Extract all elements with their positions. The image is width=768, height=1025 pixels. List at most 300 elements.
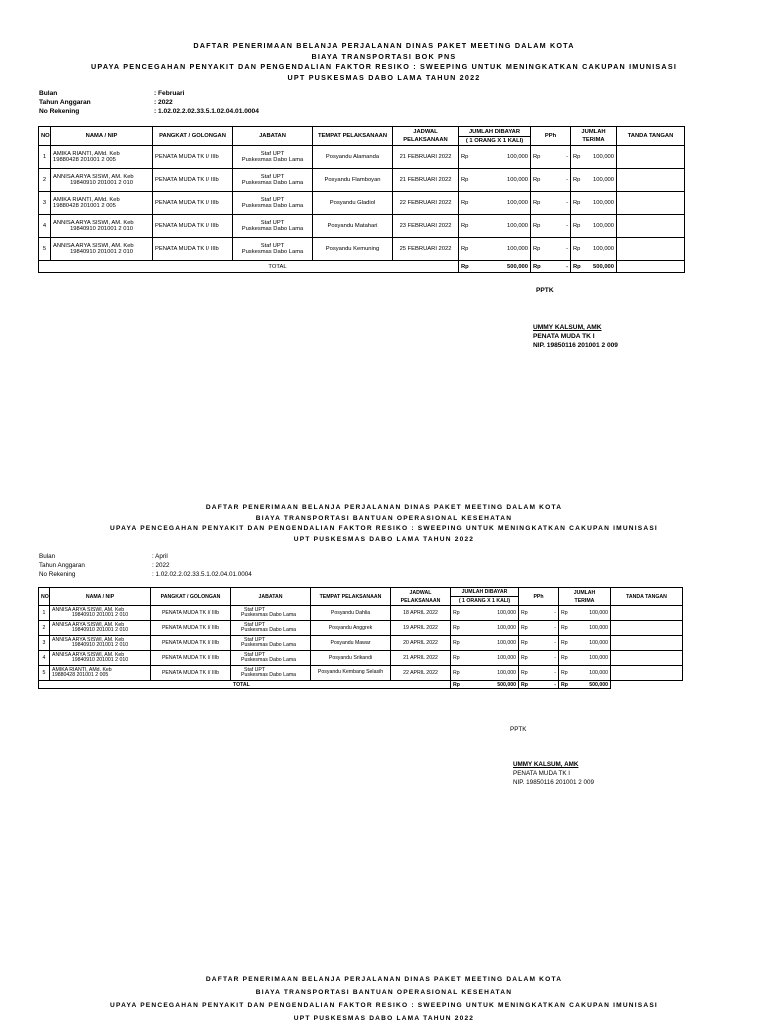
- total-ttd: [617, 261, 685, 273]
- jumlah-value: 100,000: [507, 177, 528, 183]
- cell-nama: [50, 651, 151, 666]
- cell-tempat: Posyandu Gladiol: [313, 192, 393, 215]
- cell-jumlah: [451, 636, 519, 651]
- cell-jumlah: [451, 651, 519, 666]
- doc1-pptk-label: PPTK: [536, 287, 554, 294]
- doc2-table: [38, 587, 683, 689]
- rp-label: Rp: [453, 610, 460, 616]
- col-jumlah-header: JUMLAH DIBAYAR: [459, 127, 531, 137]
- meta-label: Bulan: [39, 90, 58, 97]
- rp-label: Rp: [533, 223, 541, 229]
- jumlah-value: 100,000: [497, 610, 516, 616]
- cell-pangkat: PENATA MUDA TK I/ IIIb: [153, 192, 233, 215]
- table-row: [39, 215, 685, 238]
- cell-jadwal: 21 APRIL 2022: [391, 651, 451, 666]
- total-jumlah-value: 500,000: [507, 263, 528, 270]
- nama-line: ANNISA ARYA SISWI, AM. Keb: [52, 621, 125, 628]
- rp-label: Rp: [521, 625, 528, 631]
- pph-value: -: [566, 223, 568, 229]
- nip-line: 19840910 201001 2 010: [70, 226, 133, 232]
- rp-label: Rp: [453, 681, 460, 688]
- rp-label: Rp: [533, 200, 541, 206]
- total-pph-value: -: [566, 263, 568, 270]
- total-jumlah: [459, 261, 531, 273]
- pph-value: -: [554, 670, 556, 676]
- jabatan-line: Staf UPT: [260, 242, 285, 249]
- total-terima-value: 500,000: [589, 681, 608, 688]
- doc2-title-line: DAFTAR PENERIMAAN BELANJA PERJALANAN DINAS PAKET MEETING DALAM KOTA: [205, 504, 563, 511]
- pph-value: -: [566, 200, 568, 206]
- meta-label: No Rekening: [39, 571, 76, 578]
- cell-nama: [51, 146, 153, 169]
- doc2-title-line: UPAYA PENCEGAHAN PENYAKIT DAN PENGENDALIAN FAKTOR RESIKO : SWEEPING UNTUK MENINGKATKAN CAKUPAN IMUNISASI: [110, 525, 658, 532]
- jabatan-line: Staf UPT: [244, 606, 266, 613]
- cell-jumlah: [459, 215, 531, 238]
- rp-label: Rp: [561, 655, 568, 661]
- cell-pph: [531, 215, 571, 238]
- col-terima-header: [571, 127, 617, 146]
- table-row: [39, 606, 683, 621]
- rp-label: Rp: [461, 154, 469, 160]
- doc1-title-line: DAFTAR PENERIMAAN BELANJA PERJALANAN DINAS PAKET MEETING DALAM KOTA: [193, 41, 575, 50]
- cell-no: 1: [39, 146, 51, 169]
- total-pph: [519, 681, 559, 689]
- table-row: [39, 192, 685, 215]
- nip-line: 19840910 201001 2 010: [70, 180, 133, 186]
- cell-nama: [50, 636, 151, 651]
- cell-pangkat: PENATA MUDA TK I/ IIIb: [153, 146, 233, 169]
- col-jumlah-subheader: ( 1 ORANG X 1 KALI): [451, 597, 519, 606]
- total-terima: [559, 681, 611, 689]
- jabatan-line: Puskesmas Dabo Lama: [241, 226, 304, 232]
- total-label: TOTAL: [39, 261, 459, 273]
- rp-label: Rp: [521, 640, 528, 646]
- rp-label: Rp: [453, 670, 460, 676]
- terima-value: 100,000: [589, 655, 608, 661]
- nip-line: 19880428 201001 2 005: [53, 203, 116, 209]
- cell-tempat: Posyandu Flamboyan: [313, 169, 393, 192]
- terima-value: 100,000: [589, 640, 608, 646]
- rp-label: Rp: [453, 625, 460, 631]
- col-ttd-header: TANDA TANGAN: [617, 127, 685, 146]
- cell-pph: [531, 238, 571, 261]
- cell-pph: [531, 146, 571, 169]
- nama-line: ANNISA ARYA SISWI, AM. Keb: [52, 651, 125, 658]
- meta-label: Tahun Anggaran: [39, 99, 91, 106]
- cell-terima: [571, 192, 617, 215]
- col-terima-header: [559, 588, 611, 606]
- rp-label: Rp: [461, 200, 469, 206]
- jabatan-line: Staf UPT: [244, 636, 266, 643]
- cell-nama: [51, 215, 153, 238]
- jabatan-line: Puskesmas Dabo Lama: [241, 657, 297, 663]
- pph-value: -: [566, 177, 568, 183]
- jumlah-value: 100,000: [497, 625, 516, 631]
- terima-value: 100,000: [593, 246, 614, 252]
- cell-pph: [519, 606, 559, 621]
- nip-line: 19880428 201001 2 005: [53, 157, 116, 163]
- cell-no: 3: [39, 636, 50, 651]
- cell-no: 3: [39, 192, 51, 215]
- meta-label: Bulan: [39, 553, 56, 560]
- jabatan-line: Puskesmas Dabo Lama: [241, 642, 297, 648]
- jabatan-line: Puskesmas Dabo Lama: [241, 249, 304, 255]
- cell-ttd: [617, 169, 685, 192]
- col-pph-header: PPh: [531, 127, 571, 146]
- nama-line: AMIKA RIANTI, AMd. Keb: [53, 196, 120, 203]
- total-jumlah: [451, 681, 519, 689]
- cell-pph: [531, 169, 571, 192]
- jadwal-header-line: PELAKSANAAN: [403, 137, 448, 143]
- rp-label: Rp: [521, 670, 528, 676]
- cell-jumlah: [451, 666, 519, 681]
- col-jabatan-header: JABATAN: [233, 127, 313, 146]
- rp-label: Rp: [573, 177, 581, 183]
- cell-tempat: Posyandu Mawar: [311, 636, 391, 651]
- doc3-title-line: UPT PUSKESMAS DABO LAMA TAHUN 2022: [293, 1015, 475, 1022]
- cell-jumlah: [451, 621, 519, 636]
- jabatan-line: Staf UPT: [260, 173, 285, 180]
- cell-pangkat: PENATA MUDA TK I/ IIIb: [151, 666, 231, 681]
- doc1-title: [0, 41, 768, 83]
- cell-nama: [50, 621, 151, 636]
- cell-jumlah: [459, 238, 531, 261]
- jabatan-line: Staf UPT: [260, 196, 285, 203]
- jabatan-line: Puskesmas Dabo Lama: [241, 157, 304, 163]
- rp-label: Rp: [561, 625, 568, 631]
- rp-label: Rp: [453, 640, 460, 646]
- doc1-title-line: BIAYA TRANSPORTASI BOK PNS: [311, 51, 457, 61]
- cell-no: 2: [39, 169, 51, 192]
- cell-nama: [50, 606, 151, 621]
- col-tempat-header: TEMPAT PELAKSANAAN: [313, 127, 393, 146]
- jabatan-line: Puskesmas Dabo Lama: [241, 203, 304, 209]
- cell-terima: [559, 666, 611, 681]
- terima-value: 100,000: [593, 154, 614, 160]
- total-terima: [571, 261, 617, 273]
- rp-label: Rp: [461, 246, 469, 252]
- terima-value: 100,000: [593, 200, 614, 206]
- doc2-pptk-label: PPTK: [510, 726, 527, 733]
- cell-jumlah: [459, 169, 531, 192]
- col-no-header: NO: [39, 588, 50, 606]
- rp-label: Rp: [573, 263, 581, 270]
- total-row: [39, 681, 683, 689]
- nip-line: 19840910 201001 2 010: [71, 642, 129, 648]
- terima-value: 100,000: [589, 670, 608, 676]
- cell-pangkat: PENATA MUDA TK I/ IIIb: [151, 651, 231, 666]
- pph-value: -: [566, 154, 568, 160]
- doc2-meta: [39, 553, 439, 580]
- cell-jabatan: [231, 651, 311, 666]
- jumlah-value: 100,000: [507, 223, 528, 229]
- nip-line: 19840910 201001 2 010: [71, 657, 129, 663]
- rp-label: Rp: [521, 681, 528, 688]
- cell-pph: [519, 651, 559, 666]
- jabatan-line: Staf UPT: [244, 621, 266, 628]
- jabatan-line: Staf UPT: [260, 150, 285, 157]
- doc1-meta-row: [39, 99, 439, 108]
- cell-tempat: Posyandu Srikandi: [311, 651, 391, 666]
- col-jumlah-subheader: ( 1 ORANG X 1 KALI): [459, 137, 531, 146]
- meta-value: : April: [152, 553, 168, 560]
- doc3-title-line: UPAYA PENCEGAHAN PENYAKIT DAN PENGENDALIAN FAKTOR RESIKO : SWEEPING UNTUK MENINGKATKAN CAKUPAN IMUNISASI: [110, 1002, 658, 1009]
- rp-label: Rp: [561, 681, 568, 688]
- total-jumlah-value: 500,000: [497, 681, 516, 688]
- signer-nip: NIP. 19850116 201001 2 009: [533, 342, 618, 349]
- table-row: [39, 666, 683, 681]
- terima-header-line: JUMLAH: [581, 129, 606, 135]
- nip-line: 19840910 201001 2 010: [70, 249, 133, 255]
- col-jadwal-header: [393, 127, 459, 146]
- table-row: [39, 636, 683, 651]
- cell-tempat: Posyandu Matahari: [313, 215, 393, 238]
- total-ttd: [611, 681, 683, 689]
- cell-ttd: [611, 651, 683, 666]
- col-nama-header: NAMA / NIP: [50, 588, 151, 606]
- table-row: [39, 146, 685, 169]
- pph-value: -: [566, 246, 568, 252]
- cell-pangkat: PENATA MUDA TK I/ IIIb: [153, 169, 233, 192]
- nip-line: 19840910 201001 2 010: [71, 627, 129, 633]
- rp-label: Rp: [521, 610, 528, 616]
- cell-jadwal: 22 FEBRUARI 2022: [393, 192, 459, 215]
- col-tempat-header: TEMPAT PELAKSANAAN: [311, 588, 391, 606]
- jumlah-value: 100,000: [497, 670, 516, 676]
- cell-jabatan: [233, 215, 313, 238]
- rp-label: Rp: [533, 154, 541, 160]
- nama-line: ANNISA ARYA SISWI, AM. Keb: [53, 173, 134, 180]
- rp-label: Rp: [573, 200, 581, 206]
- cell-ttd: [617, 238, 685, 261]
- cell-tempat: Posyandu Kembang Selasih: [311, 666, 391, 681]
- rp-label: Rp: [461, 177, 469, 183]
- col-pangkat-header: PANGKAT / GOLONGAN: [151, 588, 231, 606]
- cell-jabatan: [231, 636, 311, 651]
- jumlah-value: 100,000: [497, 655, 516, 661]
- cell-jabatan: [233, 169, 313, 192]
- cell-pph: [519, 666, 559, 681]
- cell-jumlah: [459, 192, 531, 215]
- cell-terima: [571, 215, 617, 238]
- cell-terima: [571, 169, 617, 192]
- cell-jadwal: 23 FEBRUARI 2022: [393, 215, 459, 238]
- cell-nama: [50, 666, 151, 681]
- pph-value: -: [554, 640, 556, 646]
- col-jabatan-header: JABATAN: [231, 588, 311, 606]
- cell-jabatan: [233, 238, 313, 261]
- cell-terima: [559, 651, 611, 666]
- table-row: [39, 651, 683, 666]
- doc2-meta-row: [39, 562, 439, 571]
- pph-value: -: [554, 655, 556, 661]
- terima-value: 100,000: [589, 625, 608, 631]
- cell-pph: [519, 636, 559, 651]
- rp-label: Rp: [561, 640, 568, 646]
- rp-label: Rp: [573, 223, 581, 229]
- rp-label: Rp: [533, 246, 541, 252]
- rp-label: Rp: [521, 655, 528, 661]
- cell-pangkat: PENATA MUDA TK I/ IIIb: [153, 215, 233, 238]
- cell-jadwal: 18 APRIL 2022: [391, 606, 451, 621]
- cell-nama: [51, 192, 153, 215]
- pph-value: -: [554, 610, 556, 616]
- doc1-table: [38, 126, 685, 273]
- terima-header-line: TERIMA: [582, 137, 605, 143]
- cell-terima: [571, 146, 617, 169]
- cell-jadwal: 25 FEBRUARI 2022: [393, 238, 459, 261]
- cell-jabatan: [233, 146, 313, 169]
- col-no-header: NO: [39, 127, 51, 146]
- cell-pph: [519, 621, 559, 636]
- cell-no: 4: [39, 215, 51, 238]
- terima-value: 100,000: [593, 177, 614, 183]
- rp-label: Rp: [461, 263, 469, 270]
- cell-pangkat: PENATA MUDA TK I/ IIIb: [151, 621, 231, 636]
- total-label: TOTAL: [39, 681, 451, 689]
- cell-tempat: Posyandu Anggrek: [311, 621, 391, 636]
- cell-no: 5: [39, 666, 50, 681]
- doc2-title-line: UPT PUSKESMAS DABO LAMA TAHUN 2022: [293, 535, 475, 543]
- cell-jabatan: [231, 621, 311, 636]
- total-row: [39, 261, 685, 273]
- nama-line: ANNISA ARYA SISWI, AM. Keb: [53, 219, 134, 226]
- cell-no: 1: [39, 606, 50, 621]
- total-pph-value: -: [554, 681, 556, 688]
- jabatan-line: Puskesmas Dabo Lama: [241, 180, 304, 186]
- jadwal-header-line: JADWAL: [409, 589, 432, 596]
- cell-ttd: [611, 606, 683, 621]
- rp-label: Rp: [453, 655, 460, 661]
- meta-value: : 1.02.02.2.02.33.5.1.02.04.01.0004: [152, 571, 252, 578]
- cell-tempat: Posyandu Dahlia: [311, 606, 391, 621]
- rp-label: Rp: [533, 177, 541, 183]
- cell-jabatan: [231, 606, 311, 621]
- doc2-title: [0, 503, 768, 545]
- signer-rank: PENATA MUDA TK I: [533, 333, 595, 340]
- cell-ttd: [611, 666, 683, 681]
- jabatan-line: Staf UPT: [260, 219, 285, 226]
- cell-jadwal: 21 FEBRUARI 2022: [393, 169, 459, 192]
- cell-jadwal: 19 APRIL 2022: [391, 621, 451, 636]
- cell-terima: [559, 606, 611, 621]
- cell-pangkat: PENATA MUDA TK I/ IIIb: [151, 636, 231, 651]
- cell-ttd: [611, 621, 683, 636]
- cell-jabatan: [231, 666, 311, 681]
- total-pph: [531, 261, 571, 273]
- col-pangkat-header: PANGKAT / GOLONGAN: [153, 127, 233, 146]
- meta-value: : 1.02.02.2.02.33.5.1.02.04.01.0004: [154, 108, 259, 115]
- cell-jadwal: 21 FEBRUARI 2022: [393, 146, 459, 169]
- nip-line: 19840910 201001 2 010: [71, 612, 129, 618]
- terima-value: 100,000: [593, 223, 614, 229]
- col-jadwal-header: [391, 588, 451, 606]
- col-ttd-header: TANDA TANGAN: [611, 588, 683, 606]
- meta-value: : 2022: [152, 562, 170, 569]
- doc1-title-line: UPAYA PENCEGAHAN PENYAKIT DAN PENGENDALIAN FAKTOR RESIKO : SWEEPING UNTUK MENINGKATKAN CAKUPAN IMUNISASI: [90, 62, 678, 71]
- nama-line: AMIKA RIANTI, AMd. Keb: [53, 150, 120, 157]
- doc1-meta-row: [39, 108, 439, 117]
- meta-label: Tahun Anggaran: [39, 562, 85, 569]
- cell-jumlah: [451, 606, 519, 621]
- cell-nama: [51, 169, 153, 192]
- table-row: [39, 238, 685, 261]
- jumlah-value: 100,000: [507, 246, 528, 252]
- doc1-signature-block: [533, 323, 618, 350]
- doc2-signature-block: [513, 760, 594, 787]
- jabatan-line: Staf UPT: [244, 666, 266, 673]
- cell-jumlah: [459, 146, 531, 169]
- jabatan-line: Staf UPT: [244, 651, 266, 658]
- signer-nip: NIP. 19850116 201001 2 009: [513, 779, 595, 786]
- cell-ttd: [617, 192, 685, 215]
- table-row: [39, 621, 683, 636]
- cell-terima: [559, 621, 611, 636]
- rp-label: Rp: [561, 610, 568, 616]
- cell-jabatan: [233, 192, 313, 215]
- cell-no: 4: [39, 651, 50, 666]
- terima-value: 100,000: [589, 610, 608, 616]
- nama-line: ANNISA ARYA SISWI, AM. Keb: [52, 636, 125, 643]
- jadwal-header-line: JADWAL: [413, 129, 438, 135]
- doc1-meta-row: [39, 90, 439, 99]
- cell-pangkat: PENATA MUDA TK I/ IIIb: [153, 238, 233, 261]
- nama-line: ANNISA ARYA SISWI, AM. Keb: [52, 606, 125, 613]
- cell-jadwal: 20 APRIL 2022: [391, 636, 451, 651]
- doc3-title: [0, 973, 768, 1025]
- doc3-title-line: DAFTAR PENERIMAAN BELANJA PERJALANAN DINAS PAKET MEETING DALAM KOTA: [205, 976, 563, 983]
- rp-label: Rp: [561, 670, 568, 676]
- cell-jadwal: 22 APRIL 2022: [391, 666, 451, 681]
- meta-value: : Februari: [154, 90, 185, 97]
- rp-label: Rp: [461, 223, 469, 229]
- rp-label: Rp: [573, 154, 581, 160]
- cell-terima: [559, 636, 611, 651]
- doc1-meta: [39, 90, 439, 117]
- jabatan-line: Puskesmas Dabo Lama: [241, 612, 297, 618]
- nama-line: ANNISA ARYA SISWI, AM. Keb: [53, 242, 134, 249]
- cell-no: 2: [39, 621, 50, 636]
- cell-tempat: Posyandu Alamanda: [313, 146, 393, 169]
- cell-terima: [571, 238, 617, 261]
- col-jumlah-header: JUMLAH DIBAYAR: [451, 588, 519, 597]
- rp-label: Rp: [573, 246, 581, 252]
- nip-line: 19880428 201001 2 005: [52, 672, 109, 678]
- jumlah-value: 100,000: [507, 200, 528, 206]
- terima-header-line: JUMLAH: [573, 589, 596, 596]
- jadwal-header-line: PELAKSANAAN: [400, 597, 441, 604]
- col-pph-header: PPh: [519, 588, 559, 606]
- terima-header-line: TERIMA: [574, 597, 595, 604]
- signer-name: UMMY KALSUM, AMK: [513, 761, 579, 768]
- cell-ttd: [617, 146, 685, 169]
- doc2-meta-row: [39, 571, 439, 580]
- doc2-title-line: BIAYA TRANSPORTASI BANTUAN OPERASIONAL KESEHATAN: [255, 514, 513, 522]
- total-terima-value: 500,000: [593, 263, 614, 270]
- cell-ttd: [617, 215, 685, 238]
- table-row: [39, 169, 685, 192]
- pph-value: -: [554, 625, 556, 631]
- jumlah-value: 100,000: [507, 154, 528, 160]
- nama-line: AMIKA RIANTI, AMd. Keb: [52, 666, 112, 673]
- cell-no: 5: [39, 238, 51, 261]
- meta-label: No Rekening: [39, 108, 80, 115]
- meta-value: : 2022: [154, 99, 173, 106]
- cell-tempat: Posyandu Kemuning: [313, 238, 393, 261]
- doc3-title-line: BIAYA TRANSPORTASI BANTUAN OPERASIONAL KESEHATAN: [255, 989, 513, 996]
- jabatan-line: Puskesmas Dabo Lama: [241, 627, 297, 633]
- cell-nama: [51, 238, 153, 261]
